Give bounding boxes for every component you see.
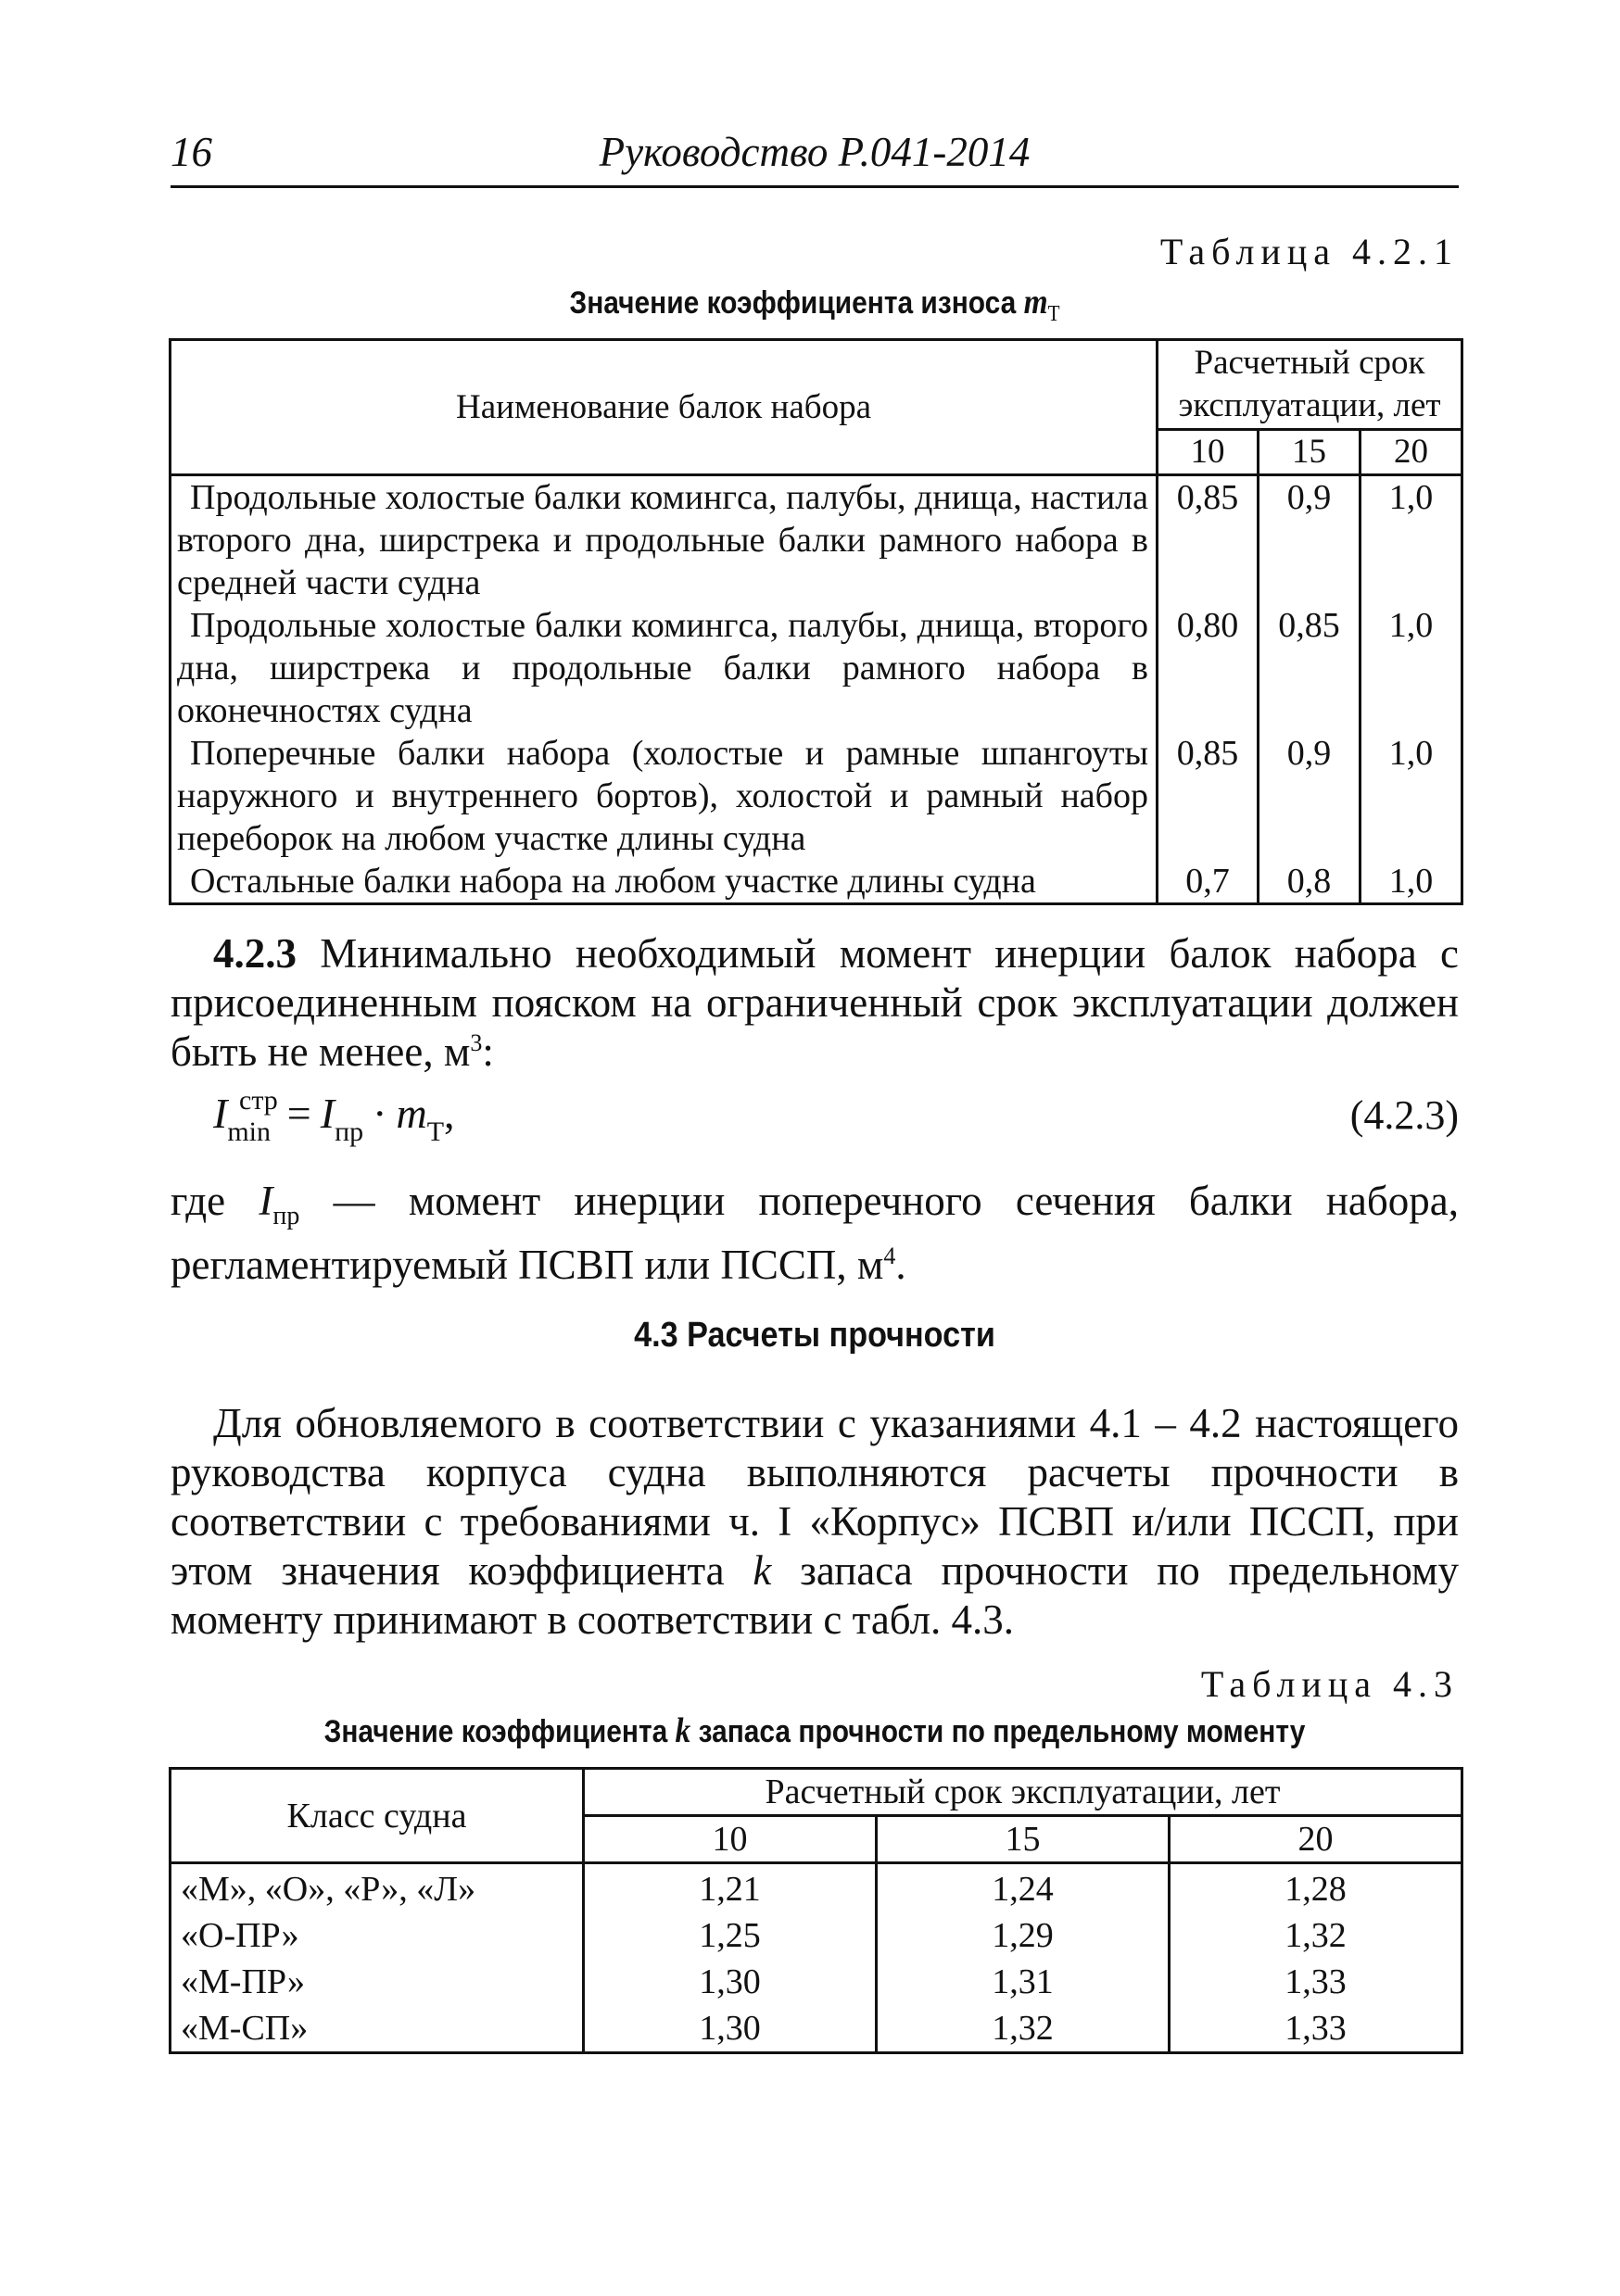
col-header-beam-name: Наименование балок набора bbox=[171, 340, 1158, 475]
col-header-ship-class: Класс судна bbox=[171, 1769, 584, 1863]
col-header-service-term: Расчетный срок эксплуатации, лет bbox=[1158, 340, 1462, 430]
paragraph-where: где $I_{пр}$ — момент инерции поперечного сечения балки набора, регламентируемый ПСВП или ПССП, $м^4$. bbox=[171, 1178, 1459, 1288]
cell-value: 1,31 bbox=[877, 1959, 1170, 2005]
ship-class: «О-ПР» bbox=[171, 1912, 584, 1959]
cell-value: 0,85 bbox=[1158, 475, 1259, 605]
table-row bbox=[171, 475, 1462, 605]
cell-value: 1,21 bbox=[584, 1863, 877, 1913]
cell-value: 1,0 bbox=[1361, 475, 1462, 605]
cell-value: 0,8 bbox=[1259, 860, 1361, 904]
table-row bbox=[171, 732, 1462, 860]
cell-value: 1,30 bbox=[584, 1959, 877, 2005]
clause-number: 4.2.3 bbox=[213, 930, 297, 977]
col-header-year: 15 bbox=[1259, 430, 1361, 475]
cell-value: 0,85 bbox=[1158, 732, 1259, 860]
beam-name: Поперечные балки набора (холостые и рамные шпангоуты наружного и внутреннего бортов), холостой и рамный набор переборок на любом участке длины судна bbox=[171, 732, 1158, 860]
paragraph-4-2-3: 4.2.3 Минимально необходимый момент инерции балок набора с присоединенным пояском на ограниченный срок эксплуатации должен быть не менее, $м^3$: bbox=[171, 930, 1459, 1075]
page-header bbox=[171, 128, 1459, 188]
cell-value: 0,9 bbox=[1259, 732, 1361, 860]
table-4-2-1-title: Значение коэффициента износа $m_Т$ bbox=[569, 283, 1060, 326]
cell-value: 0,80 bbox=[1158, 604, 1259, 732]
table-row bbox=[171, 1912, 1462, 1959]
table-4-3 bbox=[169, 1767, 1463, 2054]
page-number: 16 bbox=[171, 129, 212, 175]
cell-value: 1,25 bbox=[584, 1912, 877, 1959]
table-row bbox=[171, 604, 1462, 732]
cell-value: 1,0 bbox=[1361, 604, 1462, 732]
table-row bbox=[171, 860, 1462, 904]
cell-value: 0,9 bbox=[1259, 475, 1361, 605]
cell-value: 1,33 bbox=[1170, 1959, 1462, 2005]
table-4-2-1 bbox=[169, 338, 1463, 905]
cell-value: 0,85 bbox=[1259, 604, 1361, 732]
cell-value: 1,24 bbox=[877, 1863, 1170, 1913]
col-header-year: 15 bbox=[877, 1816, 1170, 1863]
col-header-year: 20 bbox=[1361, 430, 1462, 475]
cell-value: 1,33 bbox=[1170, 2005, 1462, 2053]
running-title: Руководство Р.041-2014 bbox=[599, 129, 1031, 175]
beam-name: Остальные балки набора на любом участке длины судна bbox=[171, 860, 1158, 904]
cell-value: 1,0 bbox=[1361, 732, 1462, 860]
table-4-2-1-caption: Таблица 4.2.1 bbox=[1159, 231, 1459, 272]
cell-value: 1,29 bbox=[877, 1912, 1170, 1959]
ship-class: «М-ПР» bbox=[171, 1959, 584, 2005]
beam-name: Продольные холостые балки комингса, палубы, днища, настила второго дна, ширстрека и продольные балки рамного набора в средней части судна bbox=[171, 475, 1158, 605]
formula-4-2-3: $I_{min}^{стр} = I_{пр} \cdot m_Т$, bbox=[213, 1085, 455, 1147]
col-header-year: 10 bbox=[1158, 430, 1259, 475]
cell-value: 0,7 bbox=[1158, 860, 1259, 904]
table-4-3-caption: Таблица 4.3 bbox=[1200, 1663, 1459, 1705]
cell-value: 1,32 bbox=[1170, 1912, 1462, 1959]
cell-value: 1,28 bbox=[1170, 1863, 1462, 1913]
formula-number: (4.2.3) bbox=[1349, 1092, 1459, 1138]
col-header-year: 10 bbox=[584, 1816, 877, 1863]
table-row bbox=[171, 1863, 1462, 1913]
section-title: 4.3 Расчеты прочности bbox=[634, 1316, 995, 1355]
col-header-service-term: Расчетный срок эксплуатации, лет bbox=[584, 1769, 1462, 1816]
col-header-year: 20 bbox=[1170, 1816, 1462, 1863]
table-row bbox=[171, 2005, 1462, 2053]
table-row bbox=[171, 1959, 1462, 2005]
ship-class: «М», «О», «Р», «Л» bbox=[171, 1863, 584, 1913]
cell-value: 1,30 bbox=[584, 2005, 877, 2053]
cell-value: 1,0 bbox=[1361, 860, 1462, 904]
cell-value: 1,32 bbox=[877, 2005, 1170, 2053]
paragraph-4-3: Для обновляемого в соответствии с указаниями 4.1 – 4.2 настоящего руководства корпуса судна выполняются расчеты прочности в соответствии с требованиями ч. I «Корпус» ПСВП и/или ПССП, при этом значения коэффициента k запаса прочности по предельному моменту принимают в соответствии с табл. 4.3. bbox=[171, 1400, 1459, 1643]
ship-class: «М-СП» bbox=[171, 2005, 584, 2053]
beam-name: Продольные холостые балки комингса, палубы, днища, второго дна, ширстрека и продольные балки рамного набора в оконечностях судна bbox=[171, 604, 1158, 732]
table-4-3-title: Значение коэффициента k запаса прочности по предельному моменту bbox=[323, 1711, 1306, 1750]
